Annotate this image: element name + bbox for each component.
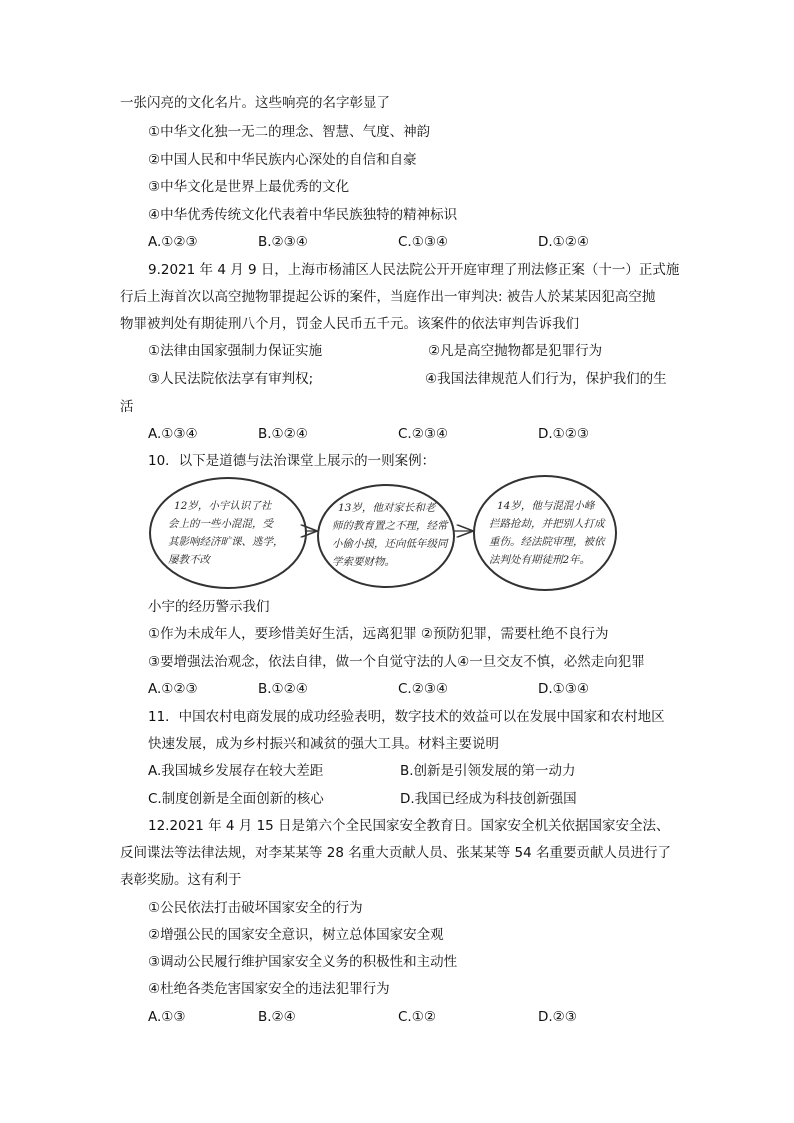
q9-item-4-cont: 活	[120, 399, 134, 415]
q10-items-3-4: ③要增强法治观念，依法自律，做一个自觉守法的人④一旦交友不慎，必然走向犯罪	[148, 654, 645, 670]
bubble-13-text	[332, 499, 448, 571]
q11-stem-line-1: 11．中国农村电商发展的成功经验表明，数字技术的效益可以在发展中国家和农村地区	[148, 709, 665, 725]
q9-item-3: ③人民法院依法享有审判权;	[148, 371, 314, 387]
intro-item-1: ①中华文化独一无二的理念、智慧、气度、神韵	[148, 124, 431, 140]
q12-item-4: ④杜绝各类危害国家安全的违法犯罪行为	[148, 981, 390, 997]
bubble-13-line-2: 师的教育置之不理，经常	[332, 520, 448, 532]
q9-choice-c: C.②③④	[398, 426, 449, 442]
q10-choice-d: D.①③④	[538, 681, 589, 697]
bubble-14-line-1: 14岁，他与混混小峰	[497, 500, 595, 512]
q11-stem-line-2: 快速发展，成为乡村振兴和减贫的强大工具。材料主要说明	[148, 736, 499, 752]
q11-choice-d: D.我国已经成为科技创新强国	[400, 791, 577, 807]
bubble-12-line-2: 会上的一些小混混，受	[168, 518, 273, 530]
bubble-13-line-3: 小偷小摸，还向低年级同	[332, 538, 448, 550]
intro-choice-d: D.①②④	[538, 234, 589, 250]
q11-choice-c: C.制度创新是全面创新的核心	[148, 791, 324, 807]
q11-choice-a: A.我国城乡发展存在较大差距	[148, 763, 324, 779]
q12-choice-d: D.②③	[538, 1009, 577, 1025]
bubble-13-line-1: 13岁，他对家长和老	[338, 502, 436, 514]
q12-choice-c: C.①②	[398, 1009, 436, 1025]
bubble-12-line-1: 12岁，小宇认识了社	[174, 500, 272, 512]
q9-stem-line-2: 行后上海首次以高空抛物罪提起公诉的案件，当庭作出一审判决: 被告人於某某因犯高空抛	[120, 289, 656, 305]
q9-choice-d: D.①②③	[538, 426, 589, 442]
bubble-14-line-4: 法判处有期徒刑2年。	[489, 554, 591, 566]
q12-item-2: ②增强公民的国家安全意识，树立总体国家安全观	[148, 927, 444, 943]
q9-stem-line-3: 物罪被判处有期徒刑八个月，罚金人民币五千元。该案件的依法审判告诉我们	[120, 316, 579, 332]
intro-item-2: ②中国人民和中华民族内心深处的自信和自豪	[148, 152, 417, 168]
bubble-14-text	[489, 497, 605, 569]
intro-item-4: ④中华优秀传统文化代表着中华民族独特的精神标识	[148, 207, 458, 223]
q12-item-3: ③调动公民履行维护国家安全义务的积极性和主动性	[148, 954, 458, 970]
q10-items-1-2: ①作为未成年人，要珍惜美好生活，远离犯罪 ②预防犯罪，需要杜绝不良行为	[148, 626, 609, 642]
q11-choice-b: B.创新是引领发展的第一动力	[400, 763, 576, 779]
q12-item-1: ①公民依法打击破坏国家安全的行为	[148, 900, 363, 916]
q10-choice-a: A.①②③	[148, 681, 198, 697]
q9-item-2: ②凡是高空抛物都是犯罪行为	[428, 343, 603, 359]
q9-choice-a: A.①③④	[148, 426, 198, 442]
q9-stem-line-1: 9.2021 年 4 月 9 日，上海市杨浦区人民法院公开开庭审理了刑法修正案（十一）正式施	[148, 262, 680, 278]
intro-line: 一张闪亮的文化名片。这些响亮的名字彰显了	[120, 95, 390, 111]
intro-choice-a: A.①②③	[148, 234, 198, 250]
q12-choice-b: B.②④	[258, 1009, 296, 1025]
intro-choice-c: C.①③④	[398, 234, 449, 250]
bubble-14-line-3: 重伤。经法院审理，被依	[489, 536, 605, 548]
q10-choice-b: B.①②④	[258, 681, 308, 697]
q9-item-4: ④我国法律规范人们行为，保护我们的生	[425, 371, 667, 387]
q12-stem-line-1: 12.2021 年 4 月 15 日是第六个全民国家安全教育日。国家安全机关依据国家安全法、	[148, 818, 670, 834]
q10-choice-c: C.②③④	[398, 681, 449, 697]
q9-choice-b: B.①②④	[258, 426, 308, 442]
bubble-12-line-4: 屡教不改	[168, 554, 210, 566]
intro-item-3: ③中华文化是世界上最优秀的文化	[148, 179, 350, 195]
bubble-12-line-3: 其影响经济旷课、逃学，	[168, 536, 284, 548]
q12-stem-line-2: 反间谍法等法律法规，对李某某等 28 名重大贡献人员、张某某等 54 名重要贡献人员进行了	[120, 845, 672, 861]
q12-stem-line-3: 表彰奖励。这有利于	[120, 872, 242, 888]
bubble-14-line-2: 拦路抢劫，并把别人打成	[489, 518, 605, 530]
intro-choice-b: B.②③④	[258, 234, 308, 250]
q10-lead: 小宇的经历警示我们	[148, 599, 270, 615]
q9-item-1: ①法律由国家强制力保证实施	[148, 343, 323, 359]
bubble-13-line-4: 学索要财物。	[332, 556, 395, 568]
q12-choice-a: A.①③	[148, 1009, 186, 1025]
bubble-12-text	[168, 497, 284, 569]
q10-stem: 10．以下是道德与法治课堂上展示的一则案例：	[148, 453, 436, 469]
